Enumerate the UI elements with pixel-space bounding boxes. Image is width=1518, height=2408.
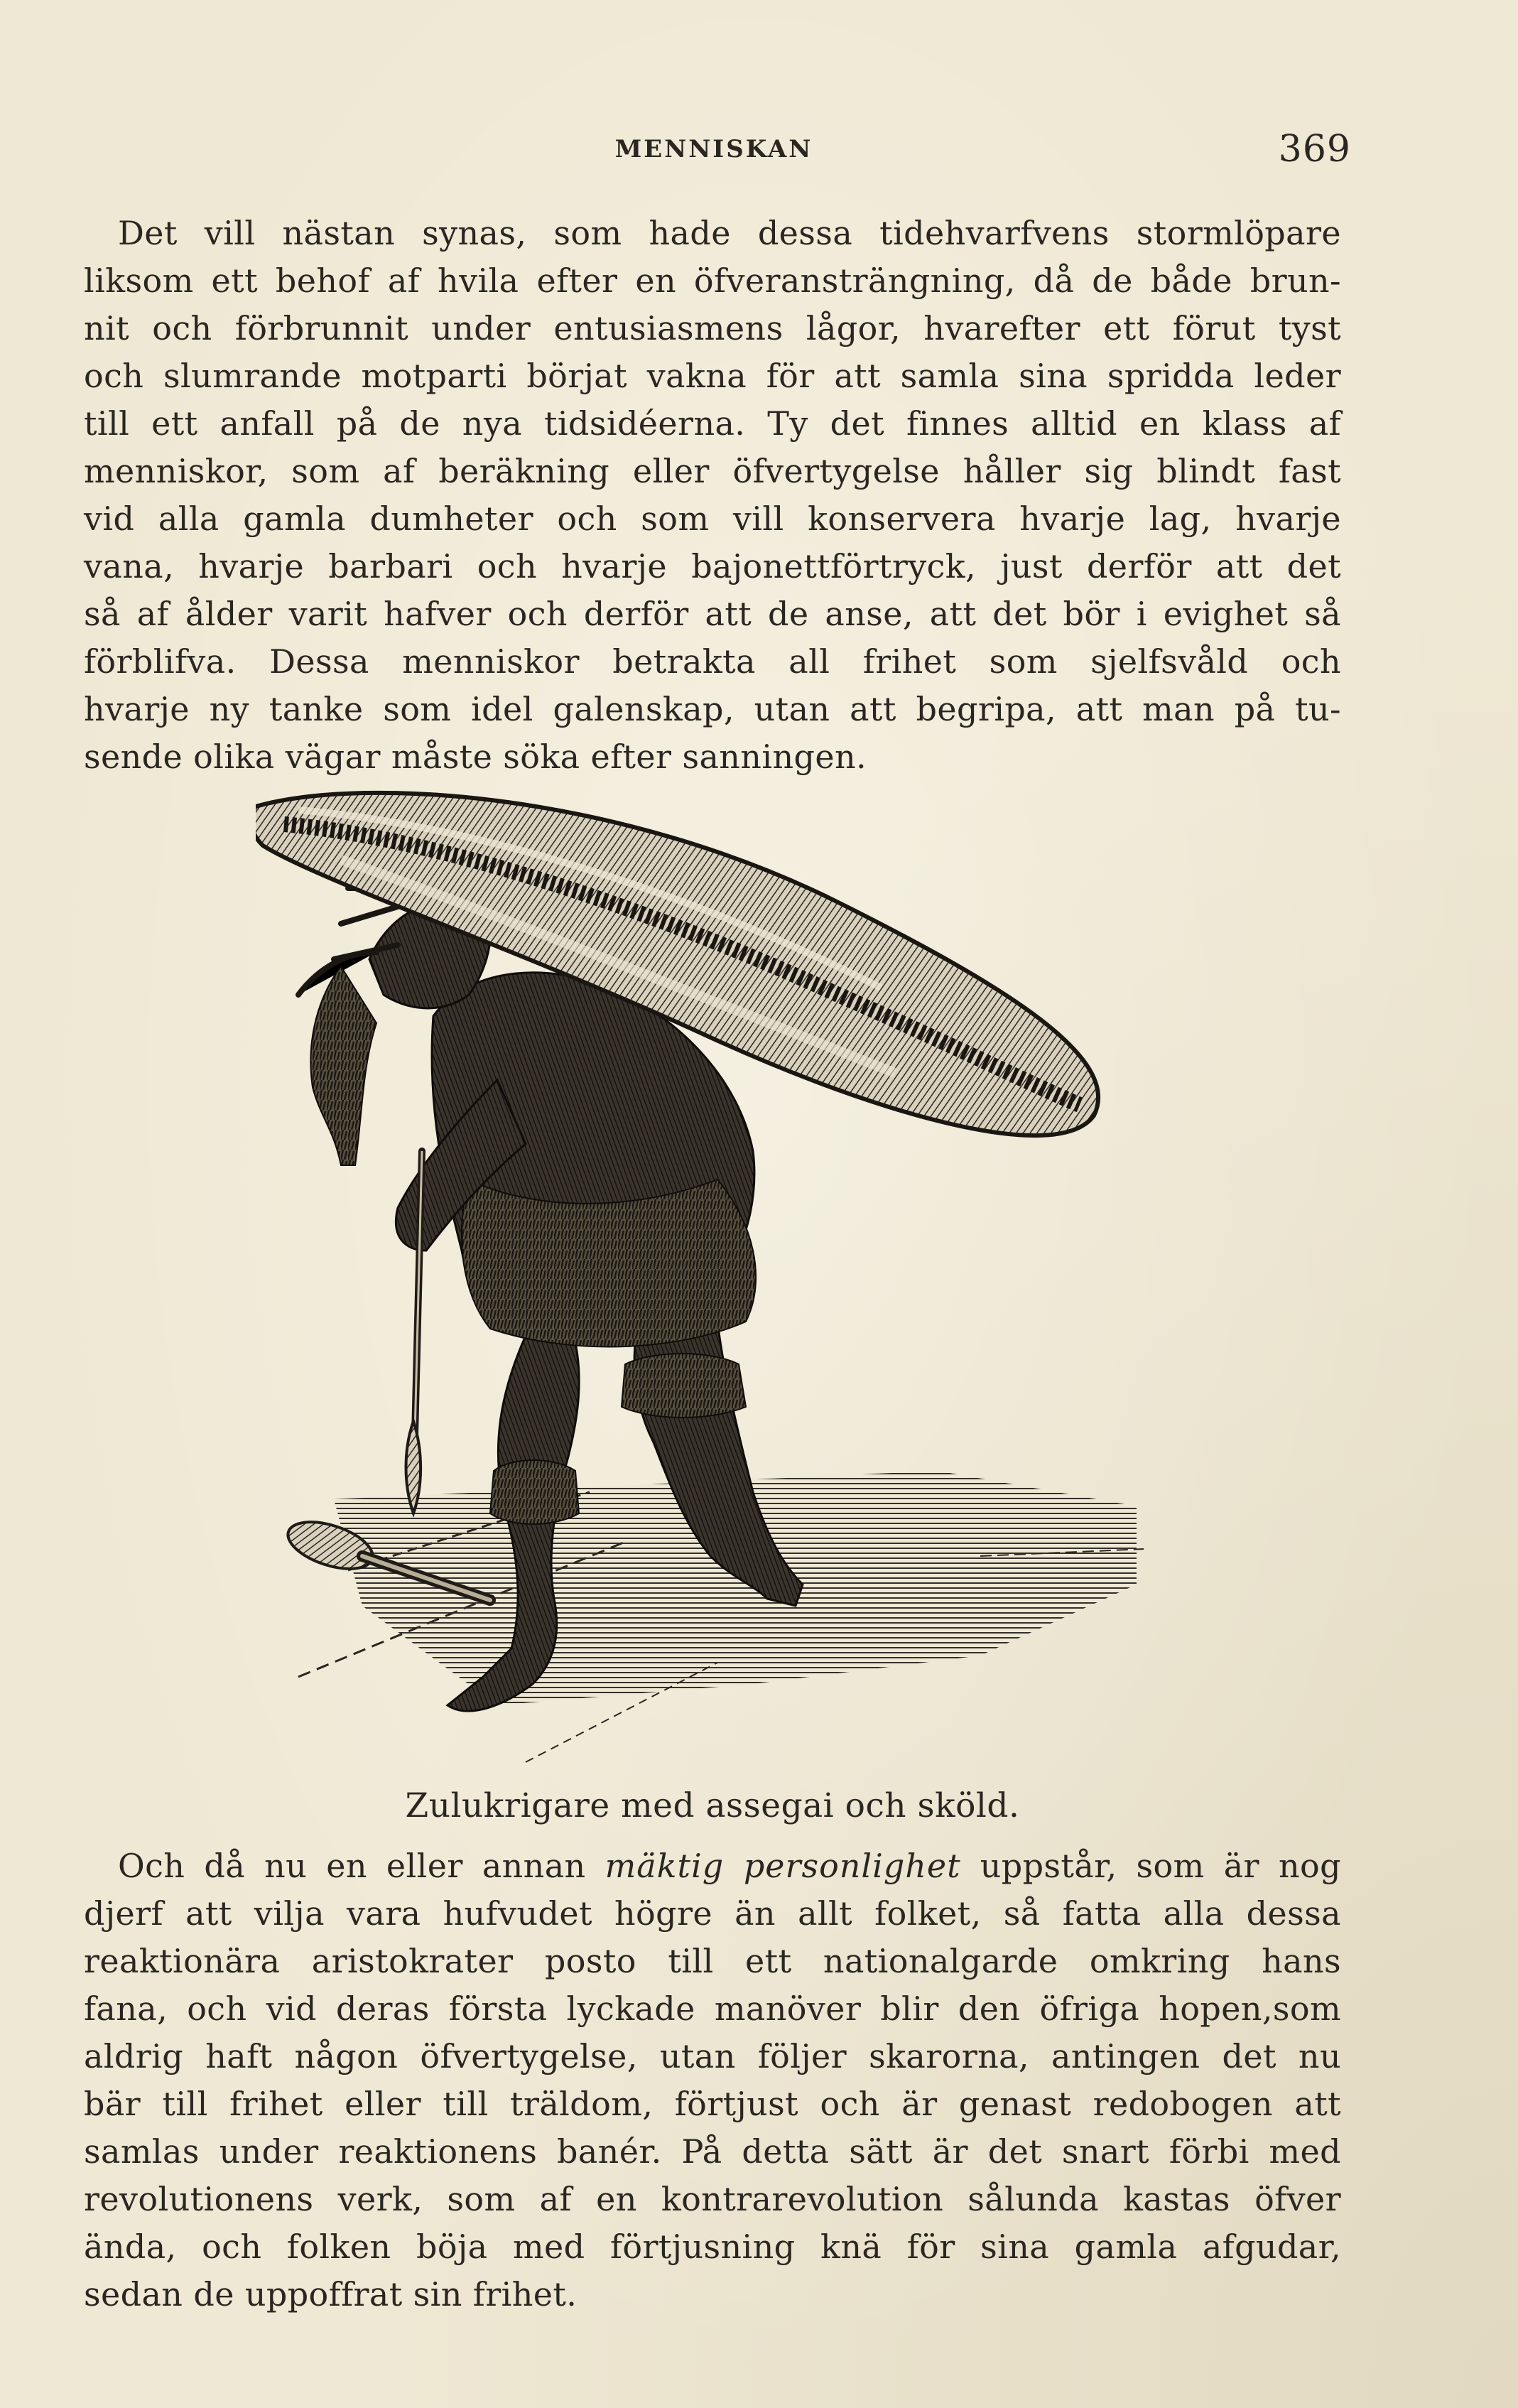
text-line: vana, hvarje barbari och hvarje bajonettförtryck, just derför att det [84, 547, 1341, 585]
text-line: bär till frihet eller till träldom, förtjust och är genast redobogen att [84, 2085, 1341, 2123]
zulu-warrior-illustration [256, 782, 1144, 1776]
text-line: revolutionens verk, som af en kontrarevolution sålunda kastas öfver [84, 2180, 1341, 2218]
text-line: hvarje ny tanke som idel galenskap, utan att begripa, att man på tu- [84, 690, 1341, 728]
text-line: och slumrande motparti börjat vakna för att samla sina spridda leder [84, 357, 1341, 395]
text-line: ända, och folken böja med förtjusning knä för sina gamla afgudar, [84, 2228, 1341, 2266]
text-line [84, 1842, 1341, 1890]
text-line: reaktionära aristokrater posto till ett nationalgarde omkring hans [84, 1942, 1341, 1980]
text-line: vid alla gamla dumheter och som vill konservera hvarje lag, hvarje [84, 500, 1341, 538]
paragraph-1 [84, 210, 1341, 781]
text-line: sedan de uppoffrat sin frihet. [84, 2275, 578, 2313]
text-run: uppstår, som är nog [980, 1847, 1341, 1885]
text-line: djerf att vilja vara hufvudet högre än allt folket, så fatta alla dessa [84, 1894, 1341, 1933]
text-line: till ett anfall på de nya tidsidéerna. Ty det finnes alltid en klass af [84, 404, 1341, 443]
text-line: nit och förbrunnit under entusiasmens lågor, hvarefter ett förut tyst [84, 309, 1341, 347]
text-line: Det vill nästan synas, som hade dessa tidehvarfvens stormlöpare [118, 214, 1341, 252]
text-line: samlas under reaktionens banér. På detta sätt är det snart förbi med [84, 2132, 1341, 2171]
text-run: Och då nu en eller annan [118, 1847, 586, 1885]
paragraph-2 [84, 1842, 1341, 2318]
text-line: så af ålder varit hafver och derför att de anse, att det bör i evighet så [84, 595, 1341, 633]
emphasized-text: mäktig personlighet [605, 1847, 961, 1885]
text-line: menniskor, som af beräkning eller öfvertygelse håller sig blindt fast [84, 452, 1341, 490]
text-line: fana, och vid deras första lyckade manöver blir den öfriga hopen,som [84, 1989, 1341, 2028]
text-line: aldrig haft någon öfvertygelse, utan följer skarorna, antingen det nu [84, 2037, 1341, 2075]
running-head [77, 125, 1351, 175]
page-number: 369 [1278, 128, 1351, 171]
running-title: MENNISKAN [614, 135, 813, 163]
figure-caption: Zulukrigare med assegai och sköld. [405, 1786, 1020, 1825]
text-line: förblifva. Dessa menniskor betrakta all frihet som sjelfsvåld och [84, 642, 1341, 681]
text-line: sende olika vägar måste söka efter sanningen. [84, 738, 867, 776]
text-line: liksom ett behof af hvila efter en öfveransträngning, då de både brun- [84, 261, 1341, 300]
